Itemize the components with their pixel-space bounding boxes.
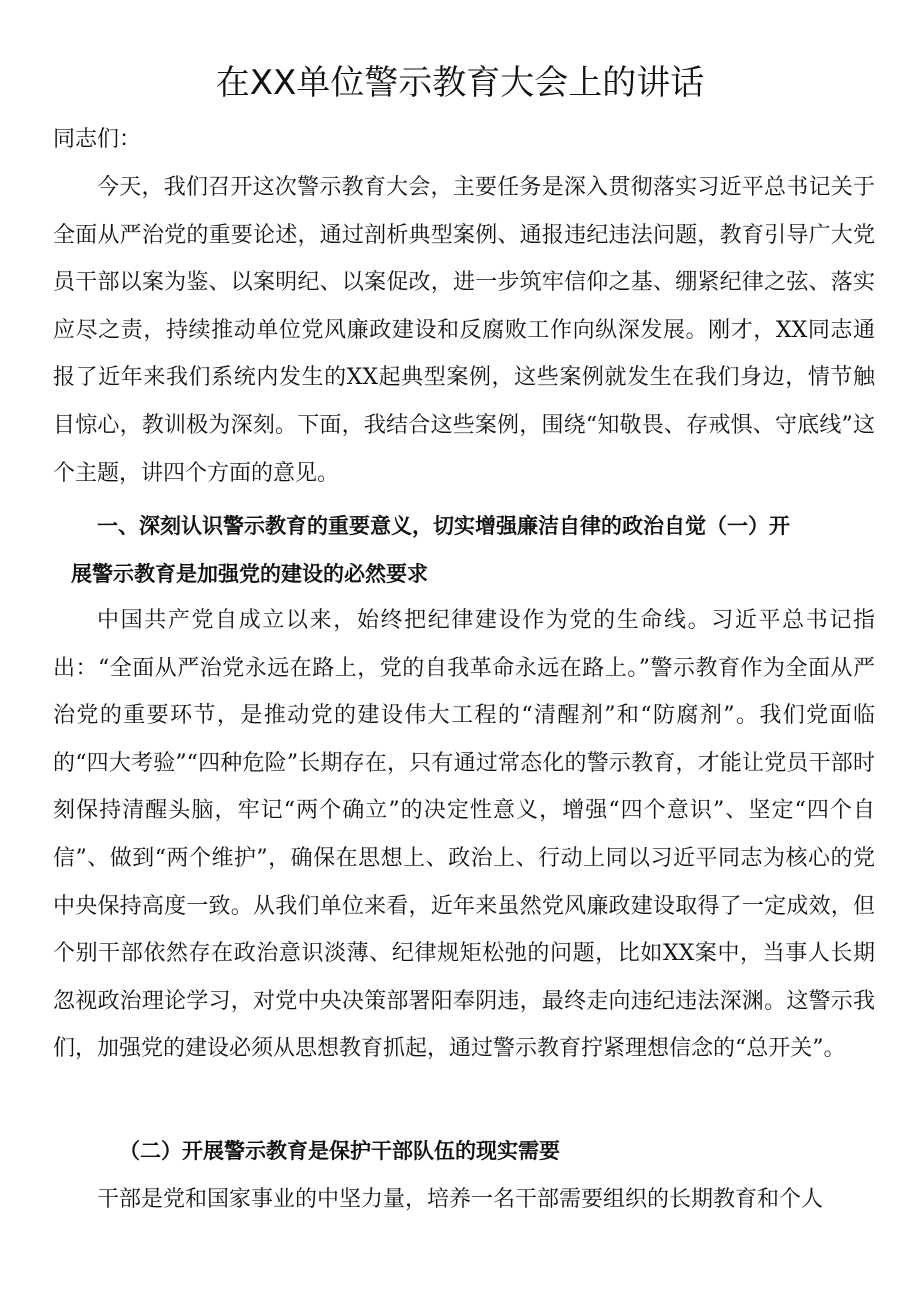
paragraph-section-1: 中国共产党自成立以来，始终把纪律建设作为党的生命线。习近平总书记指出：“全面从严治党永远在路上，党的自我革命永远在路上。”警示教育作为全面从严治党的重要环节，是推动党的建设伟大工程的“清醒剂”和“防腐剂”。我们党面临的“四大考验”“四种危险”长期存在，只有通过常态化的警示教育，才能让党员干部时刻保持清醒头脑，牢记“两个确立”的决定性意义，增强“四个意识”、坚定“四个自信”、做到“两个维护”，确保在思想上、政治上、行动上同以习近平同志为核心的党中央保持高度一致。从我们单位来看，近年来虽然党风廉政建设取得了一定成效，但个别干部依然存在政治意识淡薄、纪律规矩松弛的问题，比如XX案中，当事人长期忽视政治理论学习，对党中央决策部署阳奉阴违，最终走向违纪违法深渊。这警示我们，加强党的建设必须从思想教育抓起，通过警示教育拧紧理想信念的“总开关”。	[53, 608, 875, 1062]
paragraph-intro: 今天，我们召开这次警示教育大会，主要任务是深入贯彻落实习近平总书记关于全面从严治党的重要论述，通过剖析典型案例、通报违纪违法问题，教育引导广大党员干部以案为鉴、以案明纪、以案促改，进一步筑牢信仰之基、绷紧纪律之弦、落实应尽之责，持续推动单位党风廉政建设和反腐败工作向纵深发展。刚才，XX同志通报了近年来我们系统内发生的XX起典型案例，这些案例就发生在我们身边，情节触目惊心，教训极为深刻。下面，我结合这些案例，围绕“知敬畏、存戒惧、守底线”这个主题，讲四个方面的意见。	[53, 175, 875, 486]
paragraph-section-2: 干部是党和国家事业的中坚力量，培养一名干部需要组织的长期教育和个人	[97, 1187, 824, 1212]
salutation: 同志们：	[53, 127, 142, 152]
document-title: 在XX单位警示教育大会上的讲话	[215, 63, 705, 103]
section-heading-1-line-2: 展警示教育是加强党的建设的必然要求	[71, 561, 428, 586]
section-heading-1	[53, 503, 875, 598]
section-heading-2: （二）开展警示教育是保护干部队伍的现实需要	[119, 1139, 560, 1163]
section-heading-1-line-1: 一、深刻认识警示教育的重要意义，切实增强廉洁自律的政治自觉（一）开	[97, 514, 790, 538]
